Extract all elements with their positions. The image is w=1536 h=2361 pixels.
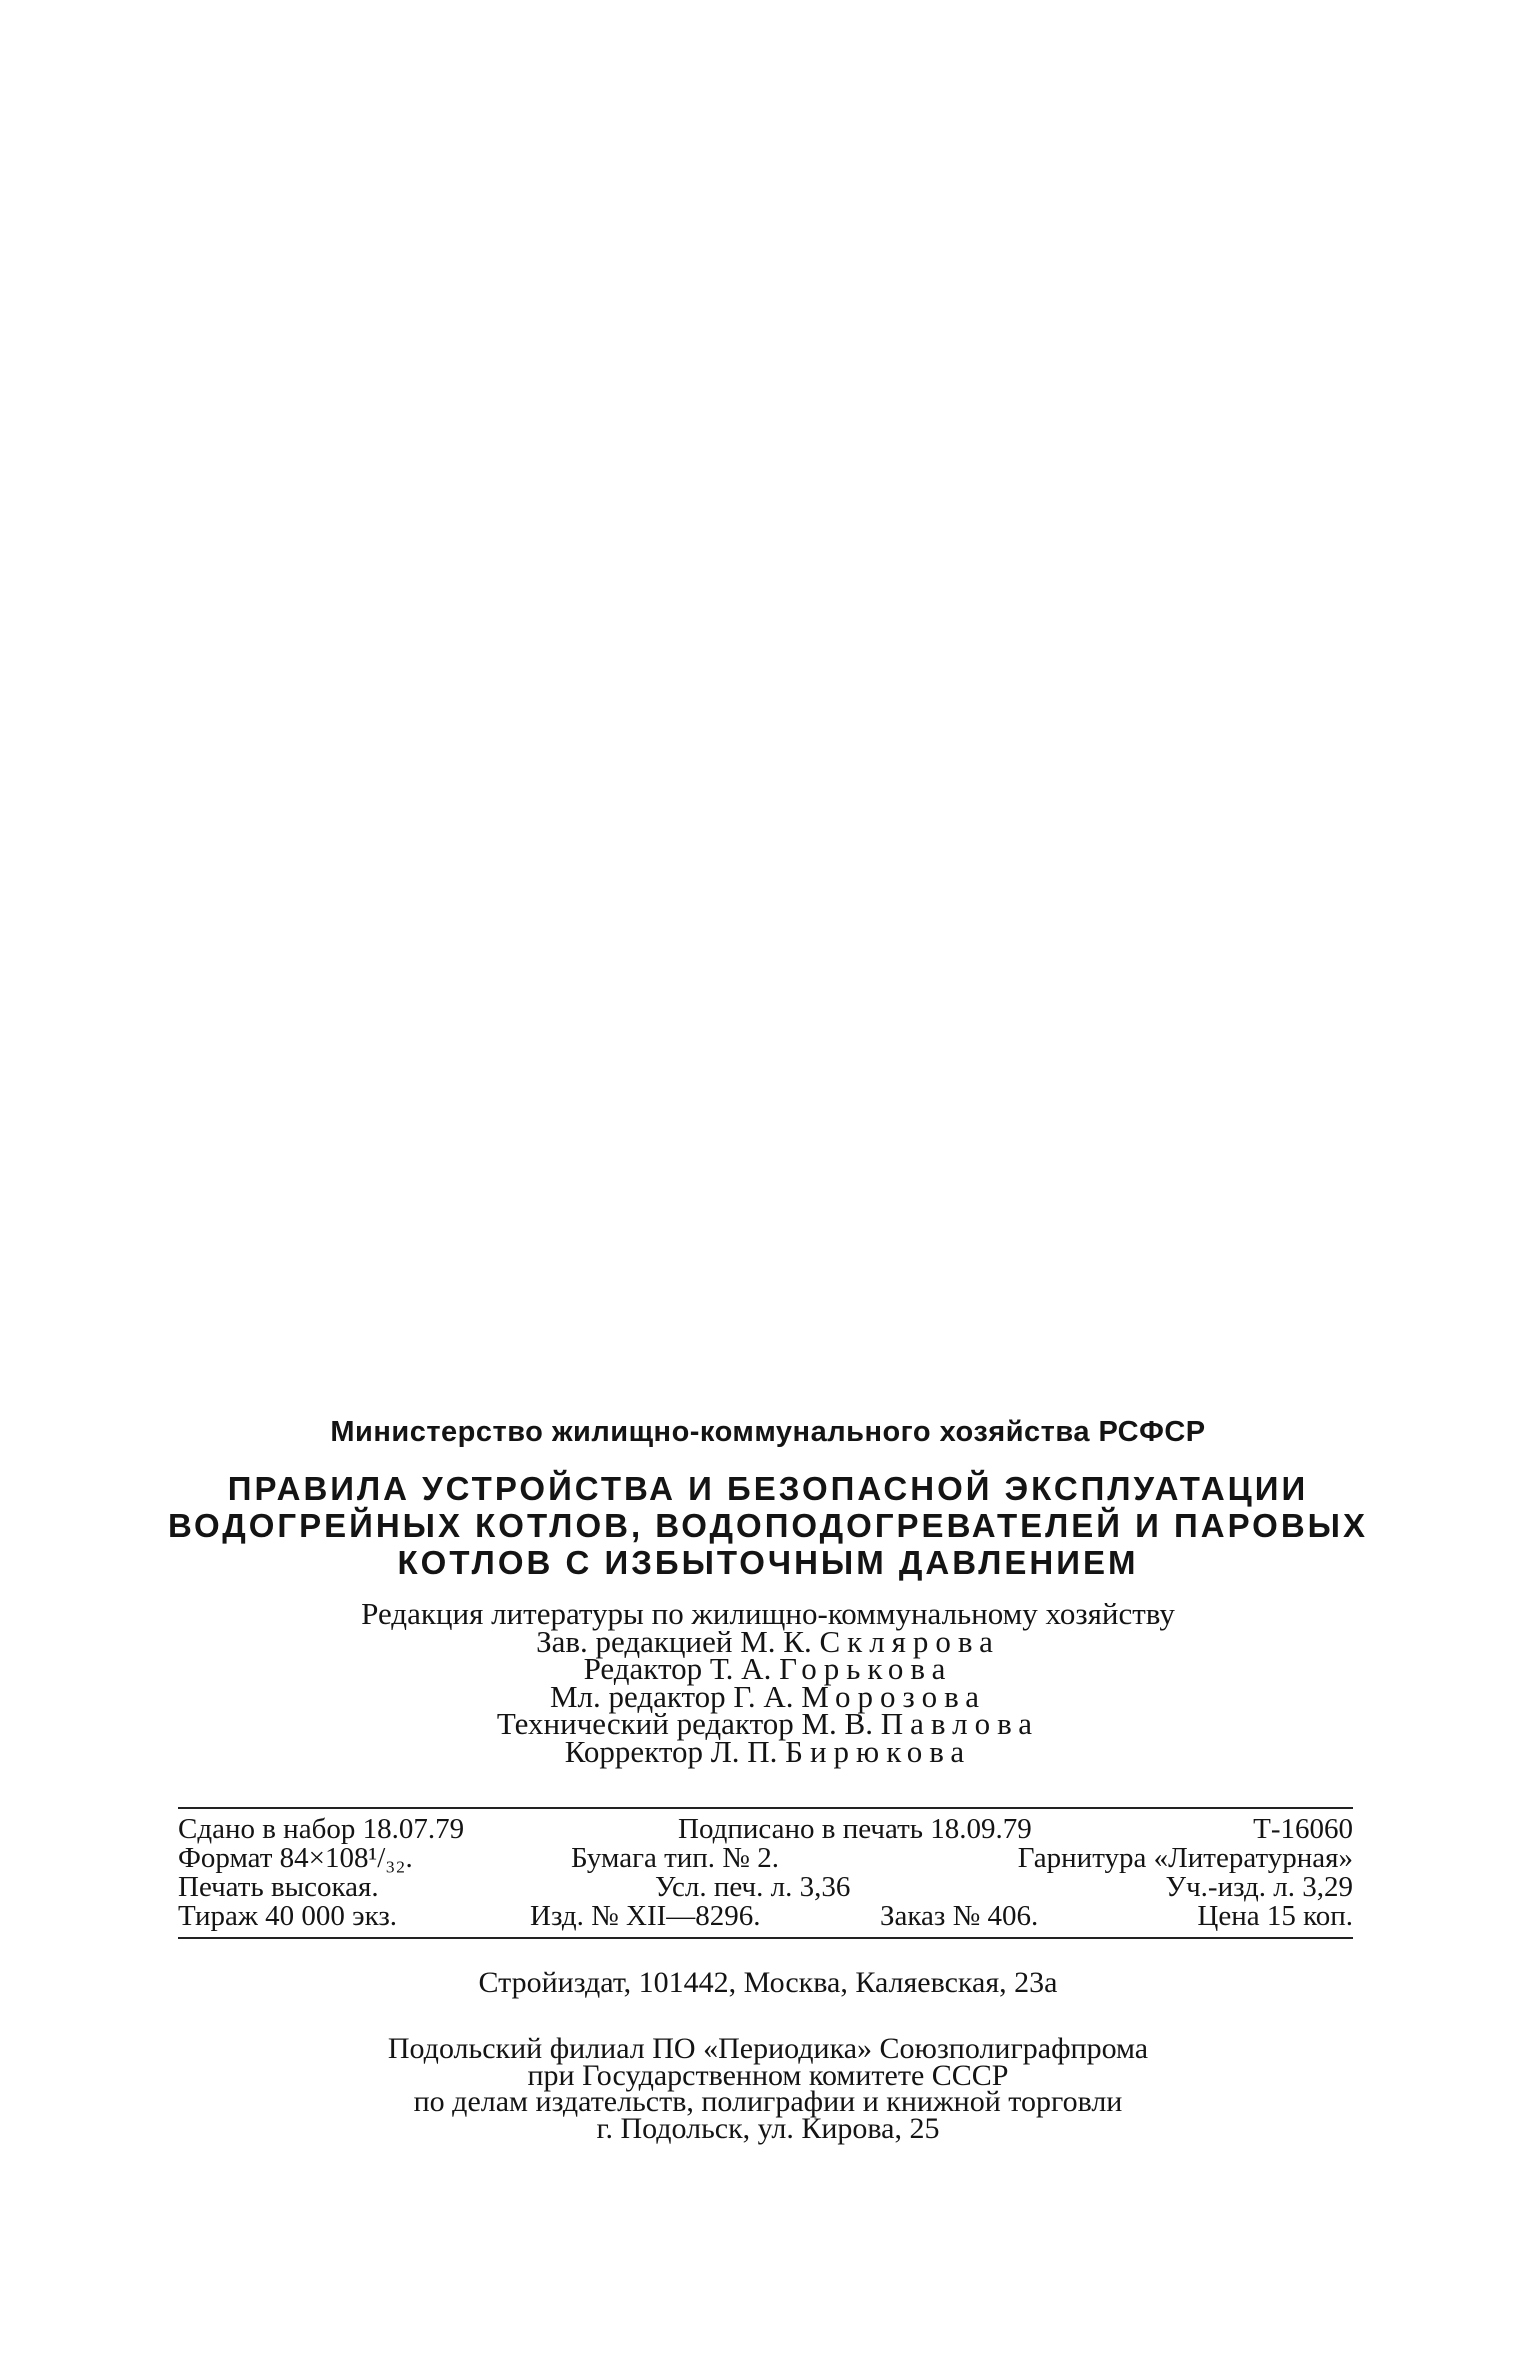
printer-line: Подольский филиал ПО «Периодика» Союзполиграфпрома bbox=[387, 2032, 1149, 2065]
credit-name: Склярова bbox=[819, 1623, 1000, 1659]
divider-top bbox=[178, 1807, 1353, 1809]
printer-line: по делам издательств, полиграфии и книжной торговли bbox=[413, 2085, 1123, 2118]
ministry-heading: Министерство жилищно-коммунального хозяйства РСФСР bbox=[330, 1416, 1206, 1448]
publisher-address: Стройиздат, 101442, Москва, Каляевская, 23а bbox=[478, 1966, 1058, 1999]
imprint-cell: Бумага тип. № 2. bbox=[571, 1842, 779, 1874]
credit-role: Зав. редакцией М. К. bbox=[536, 1623, 812, 1659]
imprint-cell: Усл. печ. л. 3,36 bbox=[655, 1871, 851, 1903]
imprint-cell: Подписано в печать 18.09.79 bbox=[678, 1813, 1032, 1845]
editorial-credits bbox=[0, 1596, 1536, 1769]
divider-bottom bbox=[178, 1937, 1353, 1939]
credit-name: Бирюкова bbox=[785, 1733, 972, 1769]
credit-name: Морозова bbox=[801, 1678, 987, 1714]
credit-proofreader bbox=[0, 1733, 1536, 1769]
document-title bbox=[0, 1470, 1536, 1581]
title-line: ПРАВИЛА УСТРОЙСТВА И БЕЗОПАСНОЙ ЭКСПЛУАТАЦИИ bbox=[227, 1470, 1309, 1507]
imprint-cell: Заказ № 406. bbox=[880, 1900, 1039, 1932]
credit-name: Горькова bbox=[779, 1651, 953, 1686]
imprint-table bbox=[178, 1815, 1353, 1935]
imprint-cell: Печать высокая. bbox=[178, 1871, 379, 1903]
printer-info bbox=[0, 2032, 1536, 2145]
credit-role: Мл. редактор Г. А. bbox=[549, 1678, 794, 1714]
printer-line: г. Подольск, ул. Кирова, 25 bbox=[596, 2111, 940, 2145]
title-line: ВОДОГРЕЙНЫХ КОТЛОВ, ВОДОПОДОГРЕВАТЕЛЕЙ И ПАРОВЫХ bbox=[167, 1507, 1369, 1544]
edition-line: Редакция литературы по жилищно-коммунальному хозяйству bbox=[361, 1596, 1175, 1631]
imprint-cell: Цена 15 коп. bbox=[1197, 1900, 1353, 1932]
printer-line: при Государственном комитете СССР bbox=[527, 2058, 1009, 2092]
imprint-cell: Гарнитура «Литературная» bbox=[1017, 1842, 1353, 1874]
title-line: КОТЛОВ С ИЗБЫТОЧНЫМ ДАВЛЕНИЕМ bbox=[397, 1544, 1139, 1581]
credit-name: Павлова bbox=[880, 1706, 1040, 1741]
credit-role: Корректор Л. П. bbox=[564, 1733, 778, 1769]
imprint-cell: Сдано в набор 18.07.79 bbox=[178, 1813, 465, 1845]
imprint-cell: Формат 84×108¹/₃₂. bbox=[178, 1842, 413, 1874]
imprint-cell: Изд. № XII—8296. bbox=[530, 1900, 761, 1932]
credit-role: Редактор Т. А. bbox=[583, 1651, 772, 1686]
credit-role: Технический редактор М. В. bbox=[496, 1706, 873, 1741]
imprint-cell: Уч.-изд. л. 3,29 bbox=[1165, 1871, 1353, 1903]
imprint-cell: Т-16060 bbox=[1253, 1813, 1353, 1845]
imprint-cell: Тираж 40 000 экз. bbox=[178, 1900, 398, 1932]
